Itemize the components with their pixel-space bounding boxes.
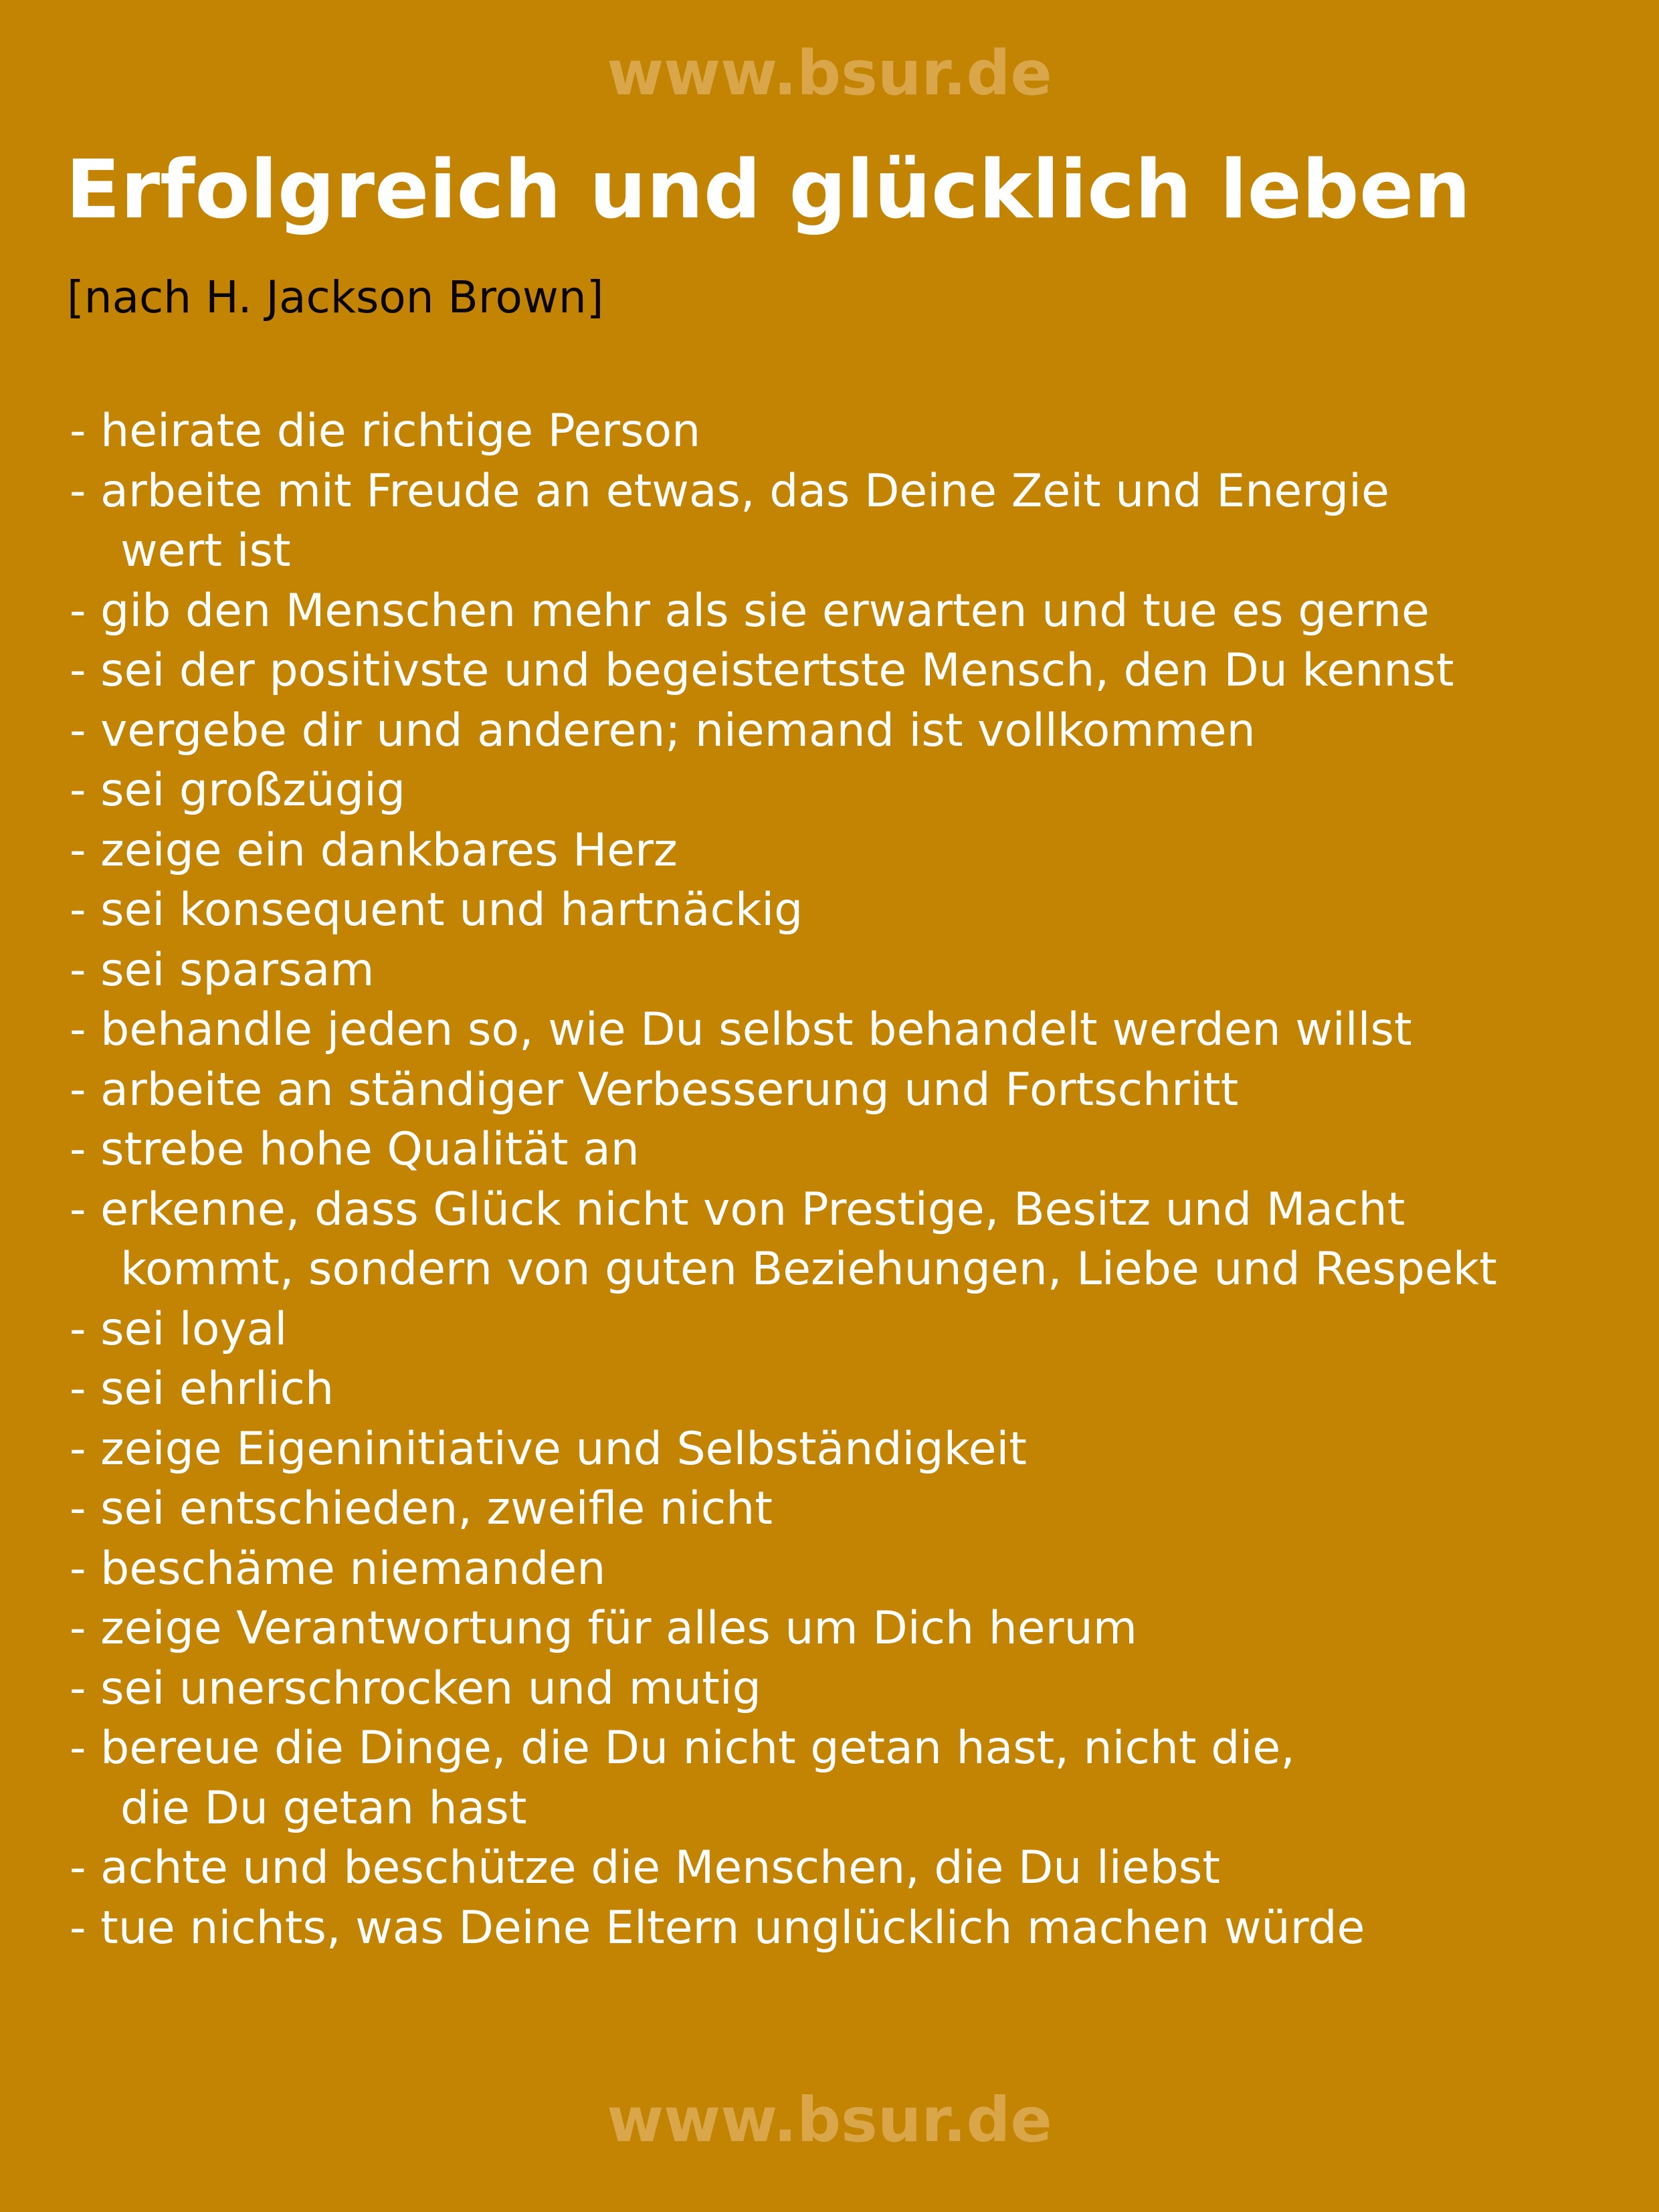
- list-item: [70, 1898, 1497, 1958]
- list-item-continuation: wert ist: [120, 524, 291, 577]
- list-item: [70, 641, 1497, 701]
- list-item-text: - zeige Verantwortung für alles um Dich herum: [70, 1602, 1137, 1655]
- list-item: [70, 1060, 1497, 1120]
- list-item: [70, 701, 1497, 761]
- list-item-text: - sei entschieden, zweifle nicht: [70, 1482, 773, 1535]
- list-item-text: - sei sparsam: [70, 943, 375, 997]
- list-item: [70, 821, 1497, 881]
- list-item-text: - vergebe dir und anderen; niemand ist vollkommen: [70, 704, 1256, 757]
- list-item: [70, 1359, 1497, 1419]
- list-item: [70, 581, 1497, 641]
- list-item-text: - sei der positivste und begeistertste Mensch, den Du kennst: [70, 644, 1454, 697]
- list-item-text: - behandle jeden so, wie Du selbst behandelt werden willst: [70, 1003, 1412, 1056]
- list-item: [70, 1659, 1497, 1719]
- author-attribution: [nach H. Jackson Brown]: [67, 272, 604, 323]
- list-item-text: - erkenne, dass Glück nicht von Prestige, Besitz und Macht: [70, 1183, 1405, 1236]
- list-item-continuation: kommt, sondern von guten Beziehungen, Liebe und Respekt: [120, 1243, 1497, 1296]
- list-item: [70, 1539, 1497, 1599]
- list-item-text: - sei konsequent und hartnäckig: [70, 884, 803, 936]
- list-item: [70, 462, 1497, 581]
- list-item-text: - zeige Eigeninitiative und Selbständigkeit: [70, 1422, 1027, 1476]
- list-item: [70, 1599, 1497, 1659]
- advice-list: [70, 401, 1497, 1958]
- list-item-text: - sei loyal: [70, 1302, 288, 1356]
- list-item: [70, 1120, 1497, 1180]
- list-item-text: - sei ehrlich: [70, 1363, 334, 1415]
- list-item: [70, 1838, 1497, 1898]
- list-item-text: - arbeite an ständiger Verbesserung und Fortschritt: [70, 1063, 1239, 1116]
- list-item: [70, 1000, 1497, 1060]
- page-title: Erfolgreich und glücklich leben: [66, 144, 1471, 237]
- list-item: [70, 1180, 1497, 1300]
- list-item: [70, 1300, 1497, 1360]
- list-item-text: - arbeite mit Freude an etwas, das Deine Zeit und Energie: [70, 464, 1389, 518]
- list-item-text: - sei unerschrocken und mutig: [70, 1662, 761, 1715]
- list-item-text: - bereue die Dinge, die Du nicht getan hast, nicht die,: [70, 1722, 1295, 1775]
- list-item-text: - beschäme niemanden: [70, 1542, 606, 1595]
- list-item-text: - heirate die richtige Person: [70, 405, 701, 458]
- list-item: [70, 761, 1497, 821]
- list-item-text: - strebe hohe Qualität an: [70, 1123, 640, 1176]
- list-item-continuation: die Du getan hast: [120, 1781, 527, 1835]
- list-item-text: - zeige ein dankbares Herz: [70, 823, 678, 877]
- list-item-text: - achte und beschütze die Menschen, die Du liebst: [70, 1841, 1220, 1894]
- list-item: [70, 1479, 1497, 1539]
- watermark-top: www.bsur.de: [607, 37, 1052, 109]
- list-item-text: - sei großzügig: [70, 764, 405, 817]
- watermark-bottom: www.bsur.de: [607, 2084, 1052, 2156]
- list-item: [70, 880, 1497, 940]
- list-item: [70, 1419, 1497, 1480]
- list-item: [70, 1718, 1497, 1838]
- list-item: [70, 940, 1497, 1001]
- list-item-text: - gib den Menschen mehr als sie erwarten und tue es gerne: [70, 584, 1430, 637]
- list-item-text: - tue nichts, was Deine Eltern unglücklich machen würde: [70, 1901, 1365, 1954]
- list-item: [70, 401, 1497, 462]
